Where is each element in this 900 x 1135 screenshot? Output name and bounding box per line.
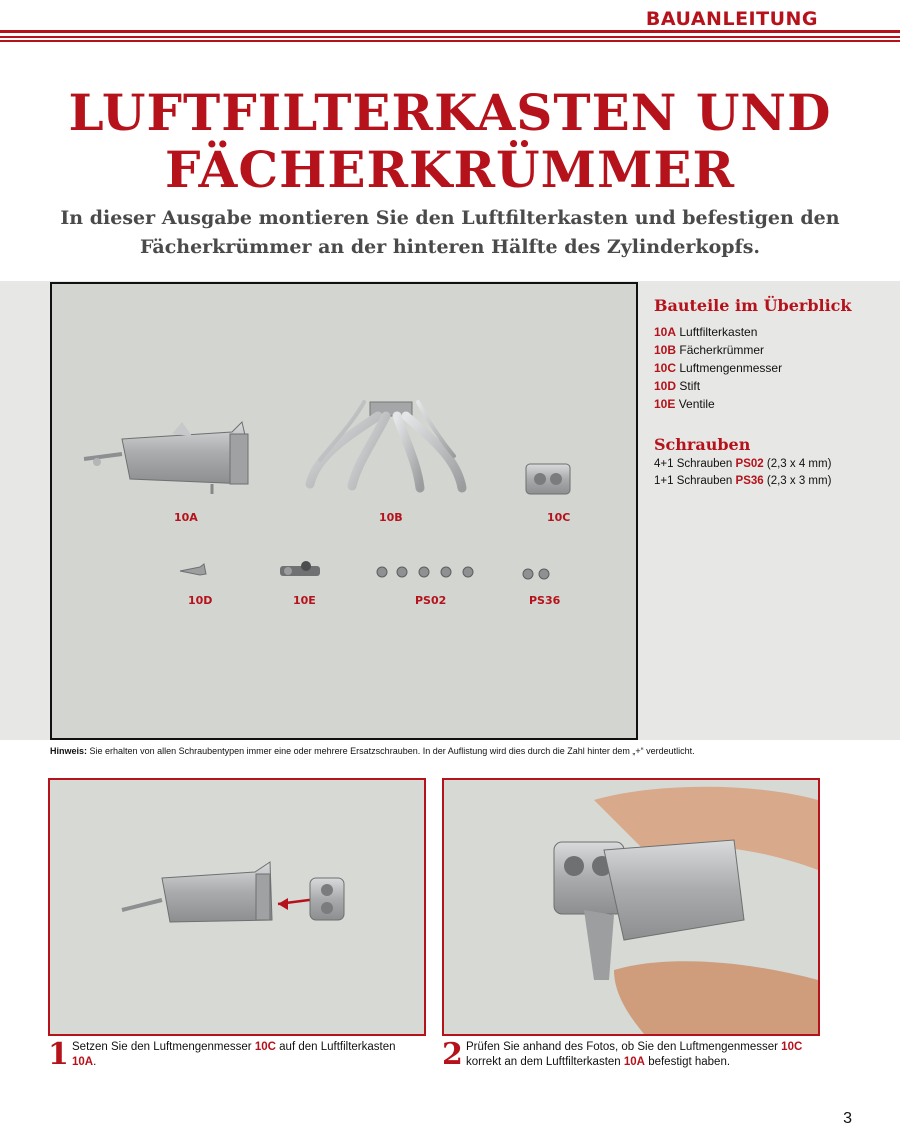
label-ps36: PS36 xyxy=(529,594,561,607)
label-10a: 10A xyxy=(174,511,198,524)
label-10e: 10E xyxy=(293,594,316,607)
screws-heading: Schrauben xyxy=(654,435,751,454)
parts-list-item: 10B Fächerkrümmer xyxy=(654,343,765,357)
label-10d: 10D xyxy=(188,594,213,607)
screws-ps36 xyxy=(523,569,549,579)
step-2-number: 2 xyxy=(442,1037,463,1072)
step-2-text: Prüfen Sie anhand des Fotos, ob Sie den Luftmengenmesser 10C korrekt an dem Luftfilterkasten 10A befestigt haben. xyxy=(466,1041,803,1068)
step-2-illustration xyxy=(444,780,818,1034)
page-number: 3 xyxy=(843,1110,852,1127)
section-label: BAUANLEITUNG xyxy=(638,8,818,30)
screw-row: 1+1 Schrauben PS36 (2,3 x 3 mm) xyxy=(654,475,832,487)
parts-list-item: 10E Ventile xyxy=(654,397,715,411)
parts-list-item: 10D Stift xyxy=(654,379,701,393)
header-rule xyxy=(0,30,900,44)
part-10c-air-flow-meter xyxy=(526,464,570,494)
subtitle-line-2: Fächerkrümmer an der hinteren Hälfte des Zylinderkopfs. xyxy=(139,236,761,258)
part-10a-air-filter-box xyxy=(84,422,248,494)
title-line-1: LUFTFILTERKASTEN UND xyxy=(68,83,832,142)
label-10b: 10B xyxy=(379,511,403,524)
screws-panel xyxy=(654,435,894,490)
step-1-illustration xyxy=(50,780,424,1034)
hint-text: Sie erhalten von allen Schraubentypen immer eine oder mehrere Ersatzschrauben. In der Auflistung wird dies durch die Zahl hinter dem „+“ verdeutlicht. xyxy=(89,746,695,756)
screws-ps02 xyxy=(377,567,473,577)
label-10c: 10C xyxy=(547,511,571,524)
page-subtitle xyxy=(40,204,860,262)
parts-overview-panel xyxy=(654,296,894,490)
parts-list xyxy=(654,323,894,413)
hint-note xyxy=(50,746,870,756)
step-1-number: 1 xyxy=(48,1037,69,1072)
part-10d-pin xyxy=(180,564,206,575)
label-ps02: PS02 xyxy=(415,594,447,607)
overview-heading: Bauteile im Überblick xyxy=(654,296,852,315)
hint-label: Hinweis: xyxy=(50,746,88,756)
part-10e-valves xyxy=(280,561,320,576)
parts-list-item: 10C Luftmengenmesser xyxy=(654,361,783,375)
parts-overview-photo xyxy=(50,282,638,740)
step-1-photo xyxy=(48,778,426,1036)
title-line-2: FÄCHERKRÜMMER xyxy=(164,140,736,199)
part-10b-manifold xyxy=(310,402,462,488)
subtitle-line-1: In dieser Ausgabe montieren Sie den Luftfilterkasten und befestigen den xyxy=(60,207,840,229)
parts-list-item: 10A Luftfilterkasten xyxy=(654,325,758,339)
page-title xyxy=(0,84,900,198)
step-2-photo xyxy=(442,778,820,1036)
screw-row: 4+1 Schrauben PS02 (2,3 x 4 mm) xyxy=(654,458,832,470)
step-1-text: Setzen Sie den Luftmengenmesser 10C auf den Luftfilterkasten 10A. xyxy=(72,1041,396,1068)
